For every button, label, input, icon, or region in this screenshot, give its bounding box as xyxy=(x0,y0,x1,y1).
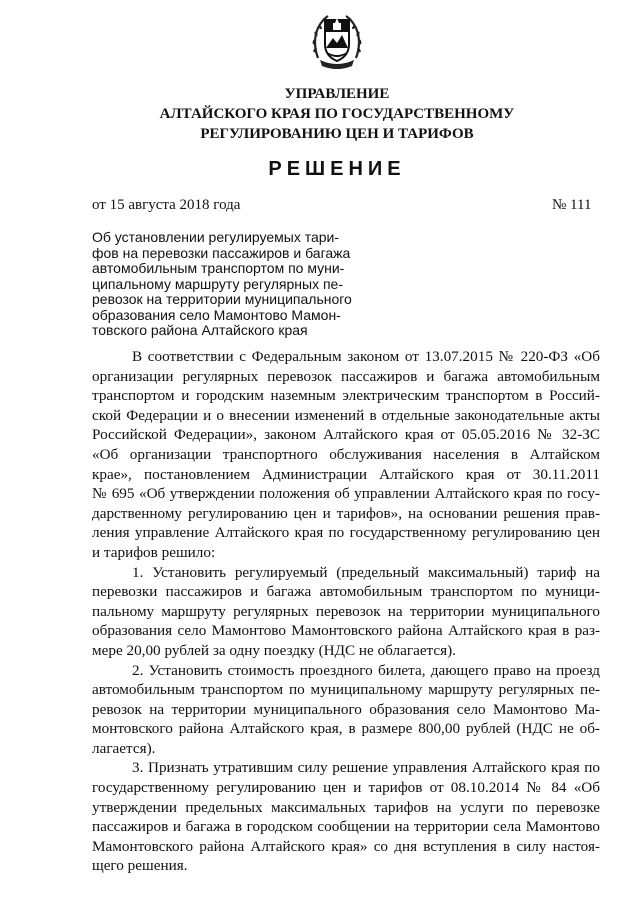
body-line: 2. Установить стоимость проездного билета, дающего право на проезд xyxy=(132,661,600,679)
body-line: образования село Мамонтово Мамонтовского района Алтайского края в раз- xyxy=(92,622,600,640)
body-line: перевозки пассажиров и багажа автомобильным транспортом по муници- xyxy=(92,583,600,601)
body-line: Мамонтовского района Алтайского края» со дня вступления в силу настоя- xyxy=(92,837,600,855)
body-line: ской Федерации и о внесении изменений в отдельные законодательные акты xyxy=(92,406,600,424)
body-line: лагается). xyxy=(92,739,156,757)
subject-line: ципальному маршруту регулярных пе- xyxy=(92,275,343,292)
body-line: мере 20,00 рублей за одну поездку (НДС не облагается). xyxy=(92,641,456,659)
body-line: автомобильным транспортом по муниципальному маршруту регулярных пе- xyxy=(92,681,600,699)
authority-line: УПРАВЛЕНИЕ xyxy=(284,86,390,102)
body-line: № 695 «Об утверждении положения об управлении Алтайского края по госу- xyxy=(92,485,600,503)
body-line: крае», постановлением Администрации Алтайского края от 30.11.2011 xyxy=(92,465,600,483)
subject-line: автомобильным транспортом по муни- xyxy=(92,260,345,276)
body-line: утверждении предельных максимальных тарифов на услуги по перевозке xyxy=(92,798,600,816)
body-line: монтовского района Алтайского края, в размере 800,00 рублей (НДС не об- xyxy=(92,720,600,738)
body-line: 3. Признать утратившим силу решение управления Алтайского края по xyxy=(132,759,600,777)
body-line: ления управление Алтайского края по государственному регулированию цен xyxy=(92,524,600,542)
document-number: № 111 xyxy=(552,197,592,213)
body-line: пальному маршруту регулярных перевозок на территории муниципального xyxy=(92,602,600,620)
document-subject xyxy=(92,230,352,339)
coat-of-arms-emblem xyxy=(308,6,366,78)
body-line: транспортом и городским наземным электрическим транспортом в Россий- xyxy=(92,387,600,405)
authority-line: РЕГУЛИРОВАНИЮ ЦЕН И ТАРИФОВ xyxy=(200,126,474,142)
subject-line: фов на перевозки пассажиров и багажа xyxy=(92,244,351,261)
subject-line: образования село Мамонтово Мамон- xyxy=(92,306,341,323)
subject-line: Об установлении регулируемых тари- xyxy=(92,229,340,245)
subject-line: ревозок на территории муниципального xyxy=(92,291,352,307)
issuing-authority xyxy=(40,84,634,144)
body-line: государственному регулированию цен и тарифов от 08.10.2014 № 84 «Об xyxy=(92,779,600,797)
body-line: В соответствии с Федеральным законом от 13.07.2015 № 220-ФЗ «Об xyxy=(132,348,600,365)
body-line: дарственному регулированию цен и тарифов», на основании решения прав- xyxy=(92,504,600,522)
body-line: пассажиров и багажа в городском сообщении на территории села Мамонтово xyxy=(92,818,600,836)
body-line: щего решения. xyxy=(92,857,188,875)
body-line: и тарифов решило: xyxy=(92,543,216,561)
body-line: 1. Установить регулируемый (предельный максимальный) тариф на xyxy=(132,563,600,581)
subject-line: товского района Алтайского края xyxy=(92,322,308,338)
body-line: «Об организации транспортного обслуживания населения в Алтайском xyxy=(92,445,600,463)
document-type-title: РЕШЕНИЕ xyxy=(268,158,406,180)
body-line: Российской Федерации», законом Алтайского края от 05.05.2016 № 32-ЗС xyxy=(92,426,600,444)
body-line: организации регулярных перевозок пассажиров и багажа автомобильным xyxy=(92,367,600,385)
document-body xyxy=(92,347,600,876)
authority-line: АЛТАЙСКОГО КРАЯ ПО ГОСУДАРСТВЕННОМУ xyxy=(159,106,515,122)
body-line: ревозок на территории муниципального образования село Мамонтово Ма- xyxy=(92,700,600,718)
document-date: от 15 августа 2018 года xyxy=(92,197,241,213)
